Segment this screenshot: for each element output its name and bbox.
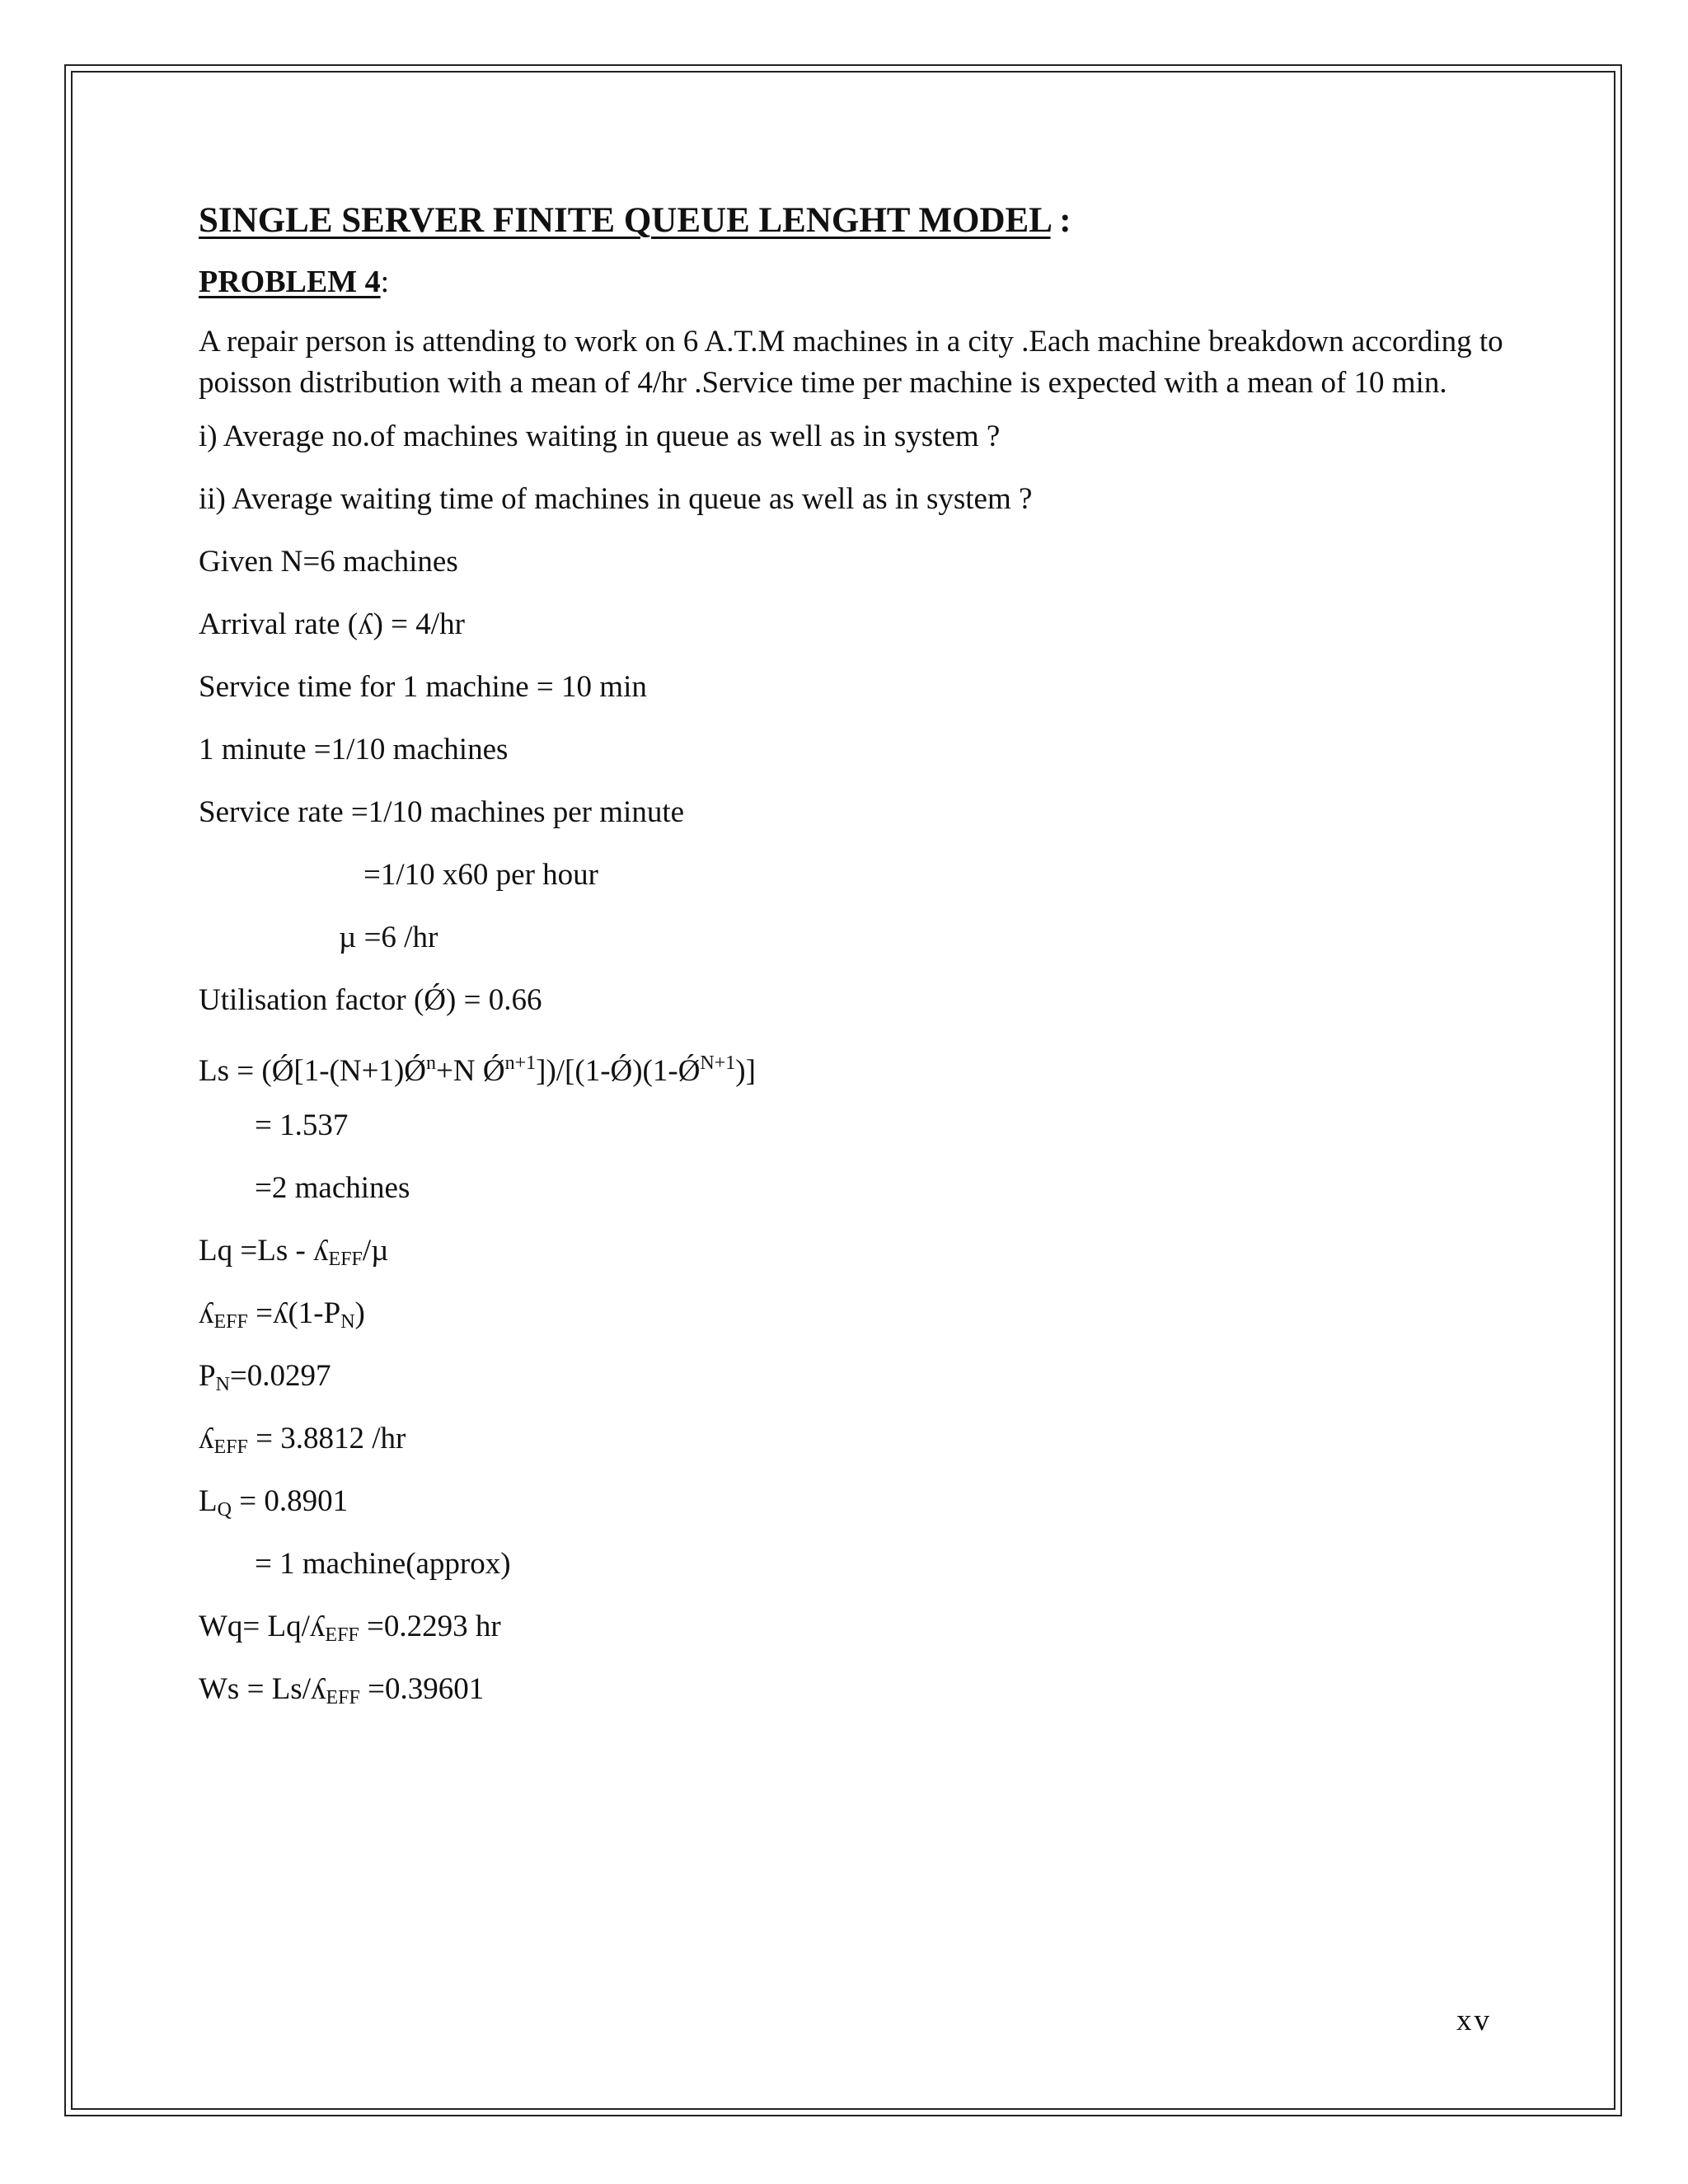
document-content bbox=[199, 194, 1517, 1721]
ls-value: = 1.537 bbox=[255, 1108, 349, 1142]
lambda-eff-formula: ʎ$_{EFF}$ $=ʎ(1-P_N)$ bbox=[199, 1296, 365, 1333]
arrival-rate-line: Arrival rate (ʎ) = 4/hr bbox=[199, 607, 465, 641]
service-time-line: Service time for 1 machine = 10 min bbox=[199, 670, 647, 704]
wq-value: Wq= Lq/ʎ$_{EFF}$ =0.2293 hr bbox=[199, 1610, 501, 1646]
lq-rounded: = 1 machine(approx) bbox=[255, 1547, 511, 1581]
given-line: Given N=6 machines bbox=[199, 545, 458, 579]
lq-formula: Lq =Ls - ʎ$_{EFF}$/µ bbox=[199, 1234, 389, 1270]
pn-value: $P_N=0.0297$ bbox=[199, 1359, 331, 1395]
service-rate-line: Service rate =1/10 machines per minute bbox=[199, 795, 685, 829]
ws-value: Ws = Ls/ʎ$_{EFF}$ =0.39601 bbox=[199, 1672, 485, 1708]
one-minute-line: 1 minute =1/10 machines bbox=[199, 733, 509, 766]
problem-statement: A repair person is attending to work on 6 A.T.M machines in a city .Each machine breakdown according to poisson distribution with a mean of 4/hr .Service time per machine is expected with a mean of 10 min. bbox=[199, 325, 1503, 400]
lambda-eff-value: ʎ$_{EFF}$ = 3.8812 /hr bbox=[199, 1422, 406, 1458]
question-1: i) Average no.of machines waiting in queue as well as in system ? bbox=[199, 419, 1001, 453]
utilisation-line: Utilisation factor (Ǿ) = 0.66 bbox=[199, 983, 542, 1017]
question-2: ii) Average waiting time of machines in queue as well as in system ? bbox=[199, 482, 1033, 516]
ls-formula: $Ls = (Ǿ[1-(N+1)Ǿ^n+N$ $Ǿ^{n+1}])/[(1-Ǿ)(1-Ǿ^{N+1})]$ bbox=[199, 1052, 756, 1088]
problem-heading: PROBLEM 4: bbox=[199, 265, 390, 299]
ls-rounded: =2 machines bbox=[255, 1171, 410, 1205]
service-rate-hour-line: =1/10 x60 per hour bbox=[363, 858, 598, 892]
page-title: SINGLE SERVER FINITE QUEUE LENGHT MODEL : bbox=[199, 201, 1071, 240]
page-number: xv bbox=[1456, 2004, 1492, 2037]
lq-value: $L_Q = 0.8901$ bbox=[199, 1484, 349, 1521]
mu-line: µ =6 /hr bbox=[339, 921, 438, 954]
